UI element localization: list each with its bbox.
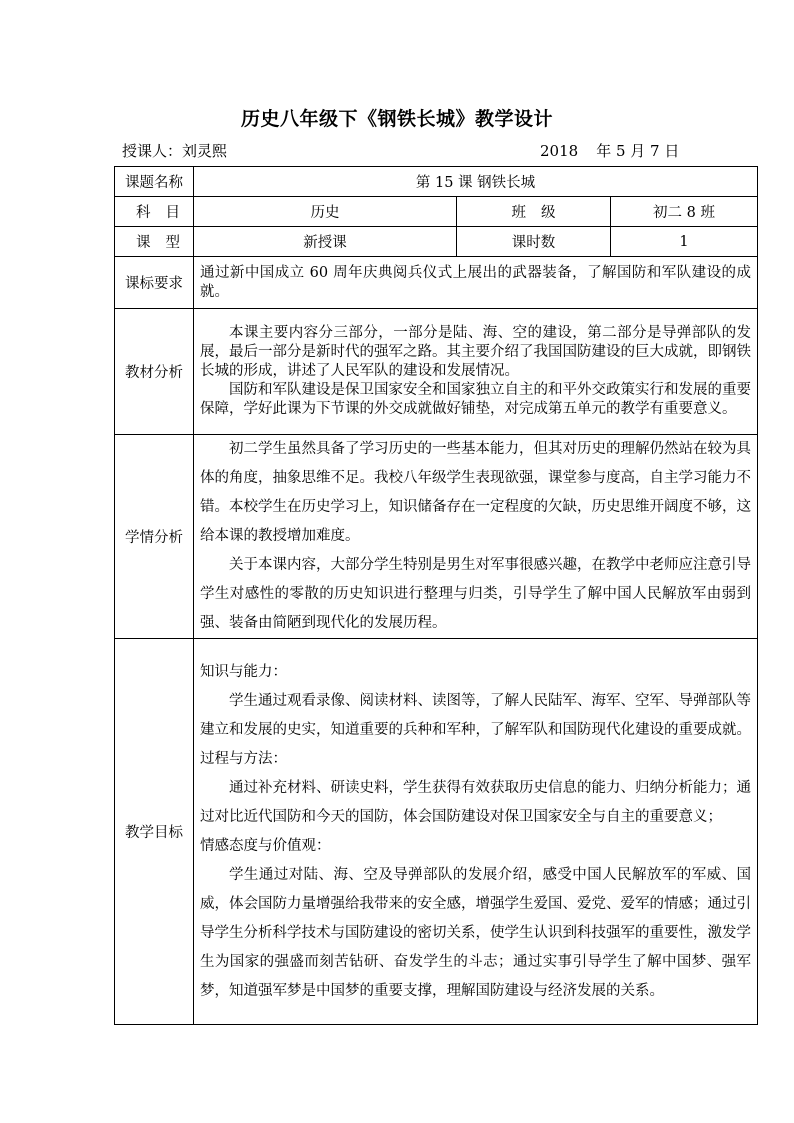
row-standard xyxy=(115,257,758,309)
lesson-meta xyxy=(122,140,682,162)
standard-label: 课标要求 xyxy=(115,257,194,309)
process-heading: 过程与方法： xyxy=(200,750,287,767)
row-lesson-name xyxy=(115,167,758,197)
subject-label-cell xyxy=(115,197,194,227)
class-label: 班级 xyxy=(511,205,571,221)
date-year: 2018 xyxy=(540,142,579,160)
students-text xyxy=(194,435,758,639)
row-material xyxy=(115,309,758,435)
hours-value: 1 xyxy=(611,227,758,257)
lesson-name-value: 第 15 课 钢铁长城 xyxy=(194,167,758,197)
hours-label: 课时数 xyxy=(457,227,611,257)
class-value: 初二 8 班 xyxy=(611,197,758,227)
row-subject-class xyxy=(115,197,758,227)
date-month-day: 年 5 月 7 日 xyxy=(596,142,680,160)
type-label: 课型 xyxy=(136,235,195,251)
subject-value: 历史 xyxy=(194,197,457,227)
row-goals xyxy=(115,639,758,1025)
knowledge-heading: 知识与能力： xyxy=(200,663,287,680)
goals-label: 教学目标 xyxy=(115,639,194,1025)
class-label-cell xyxy=(457,197,611,227)
lesson-plan-table xyxy=(114,166,758,1025)
knowledge-text: 学生通过观看录像、阅读材料、读图等，了解人民陆军、海军、空军、导弹部队等建立和发展的史实，知道重要的兵种和军种，了解军队和国防现代化建设的重要成就。 xyxy=(200,692,751,738)
subject-label: 科目 xyxy=(136,205,195,221)
process-text: 通过补充材料、研读史料，学生获得有效获取历史信息的能力、归纳分析能力；通过对比近代国防和今天的国防，体会国防建设对保卫国家安全与自主的重要意义； xyxy=(200,779,751,825)
material-paragraph: 本课主要内容分三部分，一部分是陆、海、空的建设，第二部分是导弹部队的发展，最后一部分是新时代的强军之路。其主要介绍了我国国防建设的巨大成就，即钢铁长城的形成，讲述了人民军队的建设和发展情况。 xyxy=(200,325,751,379)
students-paragraph: 关于本课内容，大部分学生特别是男生对军事很感兴趣，在教学中老师应注意引导学生对感性的零散的历史知识进行整理与归类，引导学生了解中国人民解放军由弱到强、装备由简陋到现代化的发展历程。 xyxy=(200,557,751,631)
row-students xyxy=(115,435,758,639)
material-label: 教材分析 xyxy=(115,309,194,435)
emotion-text: 学生通过对陆、海、空及导弹部队的发展介绍，感受中国人民解放军的军威、国威，体会国防力量增强给我带来的安全感，增强学生爱国、爱党、爱军的情感；通过引导学生分析科学技术与国防建设的密切关系，使学生认识到科技强军的重要性，激发学生为国家的强盛而刻苦钻研、奋发学生的斗志；通过实事引导学生了解中国梦、强军梦，知道强军梦是中国梦的重要支撑，理解国防建设与经济发展的关系。 xyxy=(200,866,751,999)
lesson-name-label: 课题名称 xyxy=(115,167,194,197)
students-paragraph: 初二学生虽然具备了学习历史的一些基本能力，但其对历史的理解仍然站在较为具体的角度，抽象思维不足。我校八年级学生表现欲强，课堂参与度高，自主学习能力不错。本校学生在历史学习上，知识储备存在一定程度的欠缺，历史思维开阔度不够，这给本课的教授增加难度。 xyxy=(200,441,751,544)
emotion-heading: 情感态度与价值观： xyxy=(200,837,331,854)
students-label: 学情分析 xyxy=(115,435,194,639)
material-text xyxy=(194,309,758,435)
row-type-hours xyxy=(115,227,758,257)
goals-text xyxy=(194,639,758,1025)
lesson-date xyxy=(540,140,679,161)
teacher-name: 授课人：刘灵熙 xyxy=(122,142,228,160)
document-title: 历史八年级下《钢铁长城》教学设计 xyxy=(240,108,553,130)
standard-text: 通过新中国成立 60 周年庆典阅兵仪式上展出的武器装备，了解国防和军队建设的成就。 xyxy=(194,257,758,309)
type-value: 新授课 xyxy=(194,227,457,257)
material-paragraph: 国防和军队建设是保卫国家安全和国家独立自主的和平外交政策实行和发展的重要保障，学好此课为下节课的外交成就做好铺垫，对完成第五单元的教学有重要意义。 xyxy=(200,382,751,417)
type-label-cell xyxy=(115,227,194,257)
